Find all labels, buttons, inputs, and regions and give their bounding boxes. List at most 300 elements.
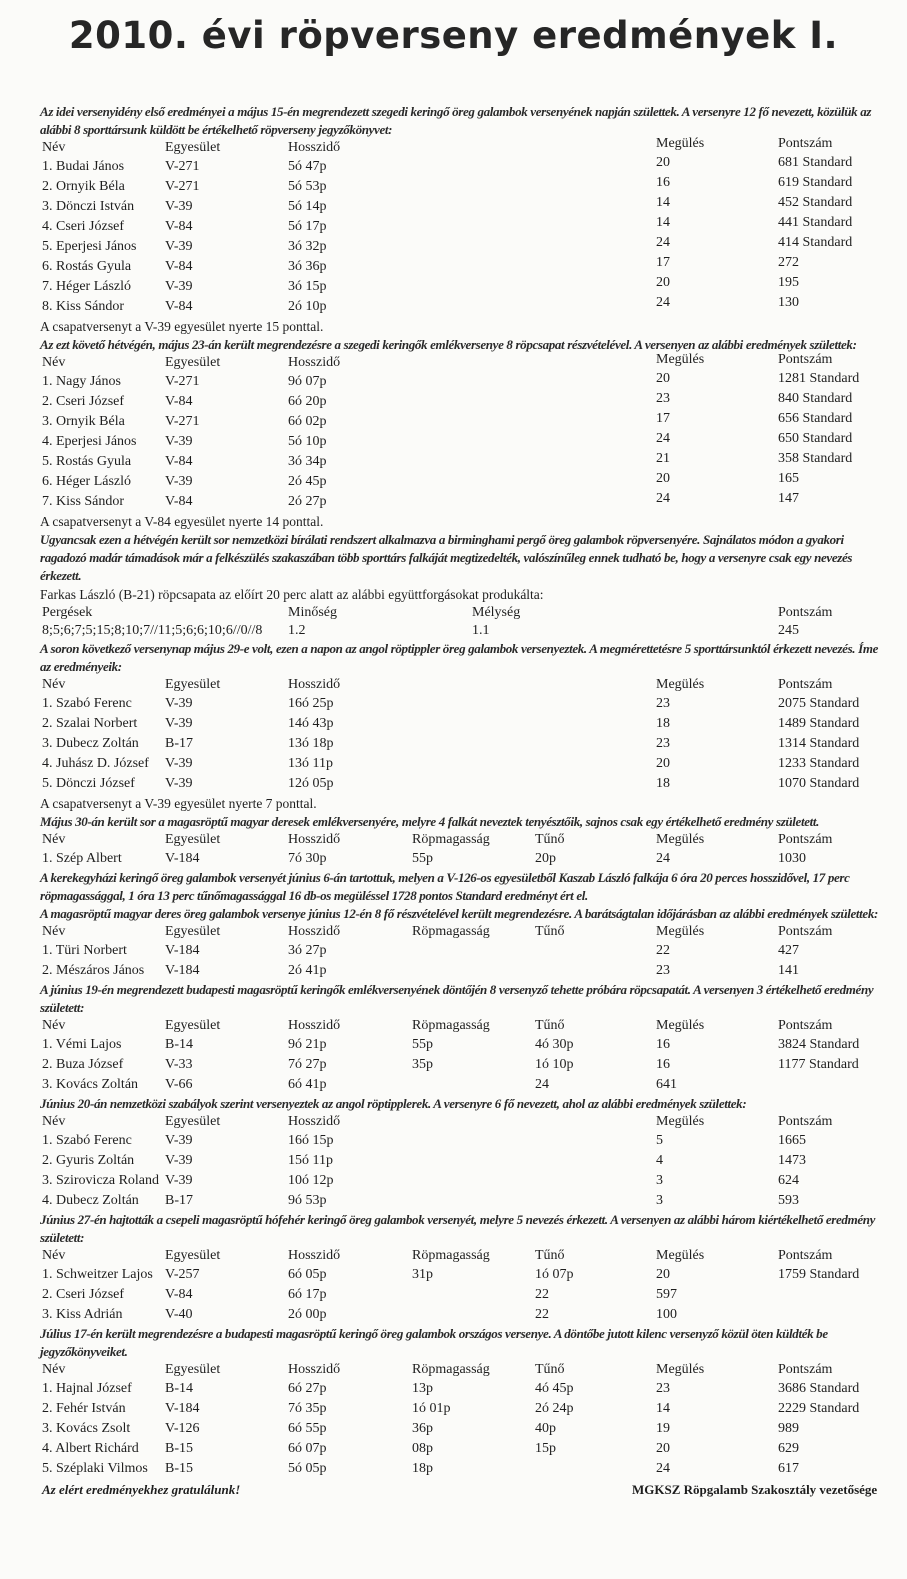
table-header-row [40,1017,880,1035]
col-club-header: Egyesület [165,1248,221,1263]
col-name-header: Név [42,140,66,155]
score: 195 [778,275,799,290]
flight-duration: 15ó 11p [288,1153,333,1168]
flight-duration: 7ó 35p [288,1401,327,1416]
score: 1233 Standard [778,756,860,771]
score: 624 [778,1173,799,1188]
table-row [40,472,880,492]
landing-count: 20 [656,1441,670,1456]
section-intro: Június 27-én hajtották a csepeli magasröptű hófehér keringő öreg galambok versenyét, melyre 5 nevezés érkezett. A versenyen az alábbi három kiértékelhető eredmény született: [40,1212,876,1245]
competitor-name: 1. Türi Norbert [42,943,127,958]
table-row [40,941,880,961]
result-section [40,869,880,905]
flight-duration: 7ó 30p [288,851,327,866]
flight-duration: 3ó 34p [288,454,327,469]
results-content [40,103,880,1501]
col-landing-header: Megülés [656,1248,705,1263]
flight-duration: 16ó 25p [288,696,334,711]
flight-duration: 6ó 27p [288,1381,327,1396]
competitor-name: 3. Kiss Adrián [42,1307,123,1322]
flight-duration: 3ó 27p [288,943,327,958]
col-landing-header: Megülés [656,1362,705,1377]
col-altitude-header: Röpmagasság [412,1248,490,1263]
col-vanish-header: Tűnő [535,1248,565,1263]
club-code: V-39 [165,716,193,731]
score: 1759 Standard [778,1267,860,1282]
col-club-header: Egyesület [165,1362,221,1377]
flight-duration: 6ó 20p [288,394,327,409]
table-row [40,297,880,317]
col-vanish-header: Tűnő [535,924,565,939]
col-club-header: Egyesület [165,1018,221,1033]
club-code: V-39 [165,279,193,294]
competitor-name: 4. Juhász D. József [42,756,149,771]
team-result-note: A csapatversenyt a V-84 egyesület nyerte 14 ponttal. [40,514,324,529]
score: 2075 Standard [778,696,860,711]
club-code: V-184 [165,943,200,958]
landing-count: 597 [656,1287,677,1302]
flight-duration: 6ó 55p [288,1421,327,1436]
competitor-name: 6. Héger László [42,474,132,489]
competitor-name: 2. Ornyik Béla [42,179,125,194]
flight-duration: 2ó 45p [288,474,327,489]
table-row [40,372,880,392]
competitor-name: 3. Szirovicza Roland [42,1173,160,1188]
club-code: V-184 [165,963,200,978]
flight-duration: 9ó 21p [288,1037,327,1052]
club-code: V-39 [165,1153,193,1168]
score: 141 [778,963,799,978]
table-row [40,1305,880,1325]
col-duration-header: Hosszidő [288,677,341,692]
flight-altitude: 55p [412,851,433,866]
landing-count: 14 [656,215,670,230]
congratulations-text: Az elért eredményekhez gratulálunk! [42,1482,241,1497]
competitor-name: 1. Vémi Lajos [42,1037,122,1052]
landing-count: 4 [656,1153,663,1168]
table-row [40,1131,880,1151]
club-code: B-15 [165,1441,193,1456]
result-section [40,1095,880,1211]
club-code: V-84 [165,394,193,409]
vanish-time: 40p [535,1421,556,1436]
col-club-header: Egyesület [165,832,221,847]
score: 629 [778,1441,799,1456]
col-duration-header: Hosszidő [288,1018,341,1033]
table-header-row [40,676,880,694]
score: 165 [778,471,799,486]
competitor-name: 5. Eperjesi János [42,239,137,254]
col-landing-header: Megülés [656,832,705,847]
club-code: V-39 [165,1173,193,1188]
competitor-name: 1. Szabó Ferenc [42,696,132,711]
club-code: V-39 [165,239,193,254]
club-code: V-39 [165,696,193,711]
page-footer [40,1479,880,1501]
table-row [40,961,880,981]
table-row [40,432,880,452]
result-section [40,813,880,869]
competitor-name: 1. Szép Albert [42,851,122,866]
result-section [40,981,880,1095]
flight-duration: 5ó 14p [288,199,327,214]
competitor-name: 1. Hajnal József [42,1381,132,1396]
section-intro: Az idei versenyidény első eredményei a május 15-én megrendezett szegedi keringő öreg galambok versenyének napján születtek. A versenyre 12 fő nevezett, közülük az alábbi 8 sporttársunk küldött be értékelhető röpverseny jegyzőkönyvet: [40,104,872,137]
table-row [40,714,880,734]
flight-duration: 2ó 27p [288,494,327,509]
table-row [40,734,880,754]
competitor-name: 2. Mészáros János [42,963,145,978]
landing-count: 16 [656,175,670,190]
flight-duration: 3ó 15p [288,279,327,294]
landing-count: 5 [656,1133,663,1148]
table-row [40,694,880,714]
score-header: Pontszám [778,605,833,620]
col-landing-header: Megülés [656,136,705,151]
signature-text: MGKSZ Röpgalamb Szakosztály vezetősége [632,1482,878,1497]
flight-duration: 6ó 41p [288,1077,327,1092]
flight-altitude: 35p [412,1057,433,1072]
club-code: V-39 [165,1133,193,1148]
flight-duration: 6ó 02p [288,414,327,429]
col-duration-header: Hosszidő [288,1248,341,1263]
section-intro: A magasröptű magyar deres öreg galambok versenye június 12-én 8 fő részvételével került megrendezésre. A barátságtalan időjárásban az alábbi eredmények születtek: [40,906,878,921]
club-code: B-17 [165,736,193,751]
flight-altitude: 55p [412,1037,433,1052]
landing-count: 16 [656,1057,670,1072]
col-name-header: Név [42,355,66,370]
landing-count: 23 [656,696,670,711]
score: 656 Standard [778,411,853,426]
flight-duration: 9ó 07p [288,374,327,389]
landing-count: 23 [656,1381,670,1396]
col-landing-header: Megülés [656,924,705,939]
flight-altitude: 08p [412,1441,433,1456]
pergesek-header: Pergések [42,605,93,620]
col-duration-header: Hosszidő [288,140,341,155]
col-landing-header: Megülés [656,1114,705,1129]
landing-count: 14 [656,195,670,210]
result-section [40,905,880,981]
club-code: V-84 [165,259,193,274]
score: 3824 Standard [778,1037,860,1052]
landing-count: 23 [656,391,670,406]
landing-count: 14 [656,1401,670,1416]
col-duration-header: Hosszidő [288,924,341,939]
table-row [40,157,880,177]
col-club-header: Egyesület [165,1114,221,1129]
score: 427 [778,943,799,958]
result-section [40,1325,880,1479]
col-landing-header: Megülés [656,352,705,367]
col-score-header: Pontszám [778,1248,833,1263]
col-score-header: Pontszám [778,677,833,692]
flight-altitude: 36p [412,1421,433,1436]
table-row [40,1399,880,1419]
flight-duration: 9ó 53p [288,1193,327,1208]
col-altitude-header: Röpmagasság [412,1018,490,1033]
col-vanish-header: Tűnő [535,1018,565,1033]
landing-count: 23 [656,963,670,978]
club-code: V-39 [165,756,193,771]
col-altitude-header: Röpmagasság [412,1362,490,1377]
competitor-name: 3. Kovács Zoltán [42,1077,139,1092]
score: 1314 Standard [778,736,860,751]
flight-duration: 16ó 15p [288,1133,334,1148]
landing-count: 641 [656,1077,677,1092]
col-duration-header: Hosszidő [288,1362,341,1377]
vanish-time: 4ó 30p [535,1037,574,1052]
competitor-name: 3. Kovács Zsolt [42,1421,131,1436]
birmingham-value-row [40,622,880,640]
landing-count: 20 [656,371,670,386]
score: 619 Standard [778,175,853,190]
table-row [40,412,880,432]
section-intro: Ugyancsak ezen a hétvégén került sor nemzetközi bírálati rendszert alkalmazva a birminghami pergő öreg galambok röpversenyére. Sajnálatos módon a gyakori ragadozó madár támadások már a felkészülés szakaszában több sporttárs falkáját megtizedelték, valószínűleg ennek tudható be, hogy a versenyre csak egy nevezés érkezett. [40,532,853,583]
pergesek-values: 8;5;6;7;5;15;8;10;7//11;5;6;6;10;6//0//8 [42,623,263,638]
vanish-time: 22 [535,1287,549,1302]
section-intro: A június 19-én megrendezett budapesti magasröptű keringők emlékversenyének döntőjén 8 versenyző tehette próbára röpcsapatát. A versenyen 3 értékelhető eredmény született: [40,982,874,1015]
table-row [40,1419,880,1439]
club-code: V-39 [165,434,193,449]
flight-duration: 13ó 18p [288,736,334,751]
depth-header: Mélység [472,605,521,620]
score: 414 Standard [778,235,853,250]
score: 1070 Standard [778,776,860,791]
vanish-time: 24 [535,1077,549,1092]
col-duration-header: Hosszidő [288,1114,341,1129]
club-code: V-84 [165,219,193,234]
flight-duration: 3ó 32p [288,239,327,254]
competitor-name: 5. Rostás Gyula [42,454,132,469]
landing-count: 23 [656,736,670,751]
club-code: B-17 [165,1193,193,1208]
competitor-name: 2. Szalai Norbert [42,716,138,731]
club-code: B-14 [165,1037,193,1052]
table-row [40,774,880,794]
competitor-name: 7. Kiss Sándor [42,494,125,509]
flight-duration: 14ó 43p [288,716,334,731]
col-club-header: Egyesület [165,140,221,155]
score: 130 [778,295,799,310]
score: 1489 Standard [778,716,860,731]
vanish-time: 1ó 07p [535,1267,574,1282]
landing-count: 24 [656,431,670,446]
table-row [40,754,880,774]
score: 1030 [778,851,806,866]
birmingham-line: Farkas László (B-21) röpcsapata az előírt 20 perc alatt az alábbi együttforgásokat produkálta: [40,587,544,602]
club-code: B-14 [165,1381,193,1396]
col-duration-header: Hosszidő [288,832,341,847]
flight-duration: 5ó 17p [288,219,327,234]
col-score-header: Pontszám [778,1018,833,1033]
birmingham-section [40,531,880,640]
flight-altitude: 1ó 01p [412,1401,451,1416]
col-score-header: Pontszám [778,832,833,847]
col-altitude-header: Röpmagasság [412,832,490,847]
page-title: 2010. évi röpverseny eredmények I. [68,14,839,57]
result-section [40,640,880,813]
col-score-header: Pontszám [778,924,833,939]
score: 272 [778,255,799,270]
col-duration-header: Hosszidő [288,355,341,370]
result-section [40,336,880,531]
col-club-header: Egyesület [165,355,221,370]
competitor-name: 4. Albert Richárd [42,1441,139,1456]
col-landing-header: Megülés [656,1018,705,1033]
col-score-header: Pontszám [778,1114,833,1129]
quality-value: 1.2 [288,623,306,638]
score: 681 Standard [778,155,853,170]
competitor-name: 5. Széplaki Vilmos [42,1461,148,1476]
col-name-header: Név [42,924,66,939]
landing-count: 100 [656,1307,677,1322]
table-row [40,392,880,412]
table-row [40,1439,880,1459]
club-code: V-257 [165,1267,200,1282]
flight-duration: 7ó 27p [288,1057,327,1072]
flight-altitude: 18p [412,1461,433,1476]
vanish-time: 2ó 24p [535,1401,574,1416]
flight-duration: 2ó 00p [288,1307,327,1322]
flight-duration: 3ó 36p [288,259,327,274]
vanish-time: 15p [535,1441,556,1456]
club-code: V-39 [165,199,193,214]
flight-duration: 5ó 53p [288,179,327,194]
result-section [40,1211,880,1325]
score: 1281 Standard [778,371,860,386]
table-row [40,1459,880,1479]
col-landing-header: Megülés [656,677,705,692]
club-code: V-126 [165,1421,200,1436]
landing-count: 3 [656,1193,663,1208]
flight-altitude: 31p [412,1267,433,1282]
section-intro: A kerekegyházi keringő öreg galambok versenyét június 6-án tartottuk, melyen a V-126-os egyesületből Kaszab László falkája 6 óra 20 perces hosszidővel, 17 perc röpmagassággal, 1 óra 13 perc tűnőmagassággal 16 db-os megüléssel 1728 pontos Standard eredményt ért el. [40,870,850,903]
competitor-name: 2. Cseri József [42,394,125,409]
club-code: V-271 [165,414,200,429]
competitor-name: 2. Buza József [42,1057,124,1072]
club-code: V-39 [165,776,193,791]
section-intro: A soron következő versenynap május 29-e volt, ezen a napon az angol röptippler öreg galambok versenyeztek. A megmérettetésre 5 sporttársunktól érkezett nevezés. Íme az eredményeik: [40,641,878,674]
landing-count: 20 [656,1267,670,1282]
col-name-header: Név [42,1018,66,1033]
col-club-header: Egyesület [165,924,221,939]
landing-count: 24 [656,295,670,310]
score: 1665 [778,1133,806,1148]
col-score-header: Pontszám [778,352,833,367]
competitor-name: 8. Kiss Sándor [42,299,125,314]
landing-count: 24 [656,1461,670,1476]
table-row [40,1171,880,1191]
club-code: V-184 [165,851,200,866]
table-row [40,1191,880,1211]
table-row [40,197,880,217]
landing-count: 17 [656,411,670,426]
landing-count: 20 [656,155,670,170]
score: 1177 Standard [778,1057,859,1072]
vanish-time: 20p [535,851,556,866]
club-code: V-184 [165,1401,200,1416]
col-name-header: Név [42,832,66,847]
landing-count: 17 [656,255,670,270]
section-intro: Június 20-án nemzetközi szabályok szerint versenyeztek az angol röptipplerek. A versenyre 6 fő nevezett, ahol az alábbi eredmények születtek: [40,1096,747,1111]
club-code: V-40 [165,1307,193,1322]
competitor-name: 3. Dubecz Zoltán [42,736,139,751]
table-row [40,217,880,237]
table-row [40,1055,880,1075]
flight-duration: 5ó 47p [288,159,327,174]
flight-duration: 6ó 17p [288,1287,327,1302]
score: 2229 Standard [778,1401,860,1416]
competitor-name: 2. Gyuris Zoltán [42,1153,135,1168]
team-result-note: A csapatversenyt a V-39 egyesület nyerte 15 ponttal. [40,319,324,334]
score: 358 Standard [778,451,853,466]
score: 989 [778,1421,799,1436]
score-value: 245 [778,623,799,638]
table-row [40,492,880,512]
landing-count: 24 [656,235,670,250]
landing-count: 21 [656,451,670,466]
col-name-header: Név [42,1114,66,1129]
vanish-time: 4ó 45p [535,1381,574,1396]
competitor-name: 4. Dubecz Zoltán [42,1193,139,1208]
competitor-name: 2. Fehér István [42,1401,126,1416]
score: 650 Standard [778,431,853,446]
table-header-row [40,831,880,849]
competitor-name: 3. Ornyik Béla [42,414,125,429]
flight-duration: 6ó 07p [288,1441,327,1456]
competitor-name: 1. Budai János [42,159,125,174]
col-score-header: Pontszám [778,1362,833,1377]
table-header-row [40,1113,880,1131]
competitor-name: 2. Cseri József [42,1287,125,1302]
club-code: V-271 [165,374,200,389]
competitor-name: 1. Nagy János [42,374,121,389]
score: 593 [778,1193,799,1208]
table-row [40,1285,880,1305]
col-vanish-header: Tűnő [535,832,565,847]
score: 3686 Standard [778,1381,860,1396]
competitor-name: 4. Cseri József [42,219,125,234]
flight-duration: 12ó 05p [288,776,334,791]
score: 840 Standard [778,391,853,406]
club-code: V-271 [165,179,200,194]
section-intro: Május 30-án került sor a magasröptű magyar deresek emlékversenyére, melyre 4 falkát neveztek tenyésztőik, sajnos csak egy értékelhető eredmény született. [40,814,820,829]
col-club-header: Egyesület [165,677,221,692]
competitor-name: 4. Eperjesi János [42,434,137,449]
club-code: V-271 [165,159,200,174]
flight-altitude: 13p [412,1381,433,1396]
flight-duration: 6ó 05p [288,1267,327,1282]
club-code: V-84 [165,454,193,469]
team-result-note: A csapatversenyt a V-39 egyesület nyerte 7 ponttal. [40,796,317,811]
table-header-row [40,1247,880,1265]
section-intro: Július 17-én került megrendezésre a budapesti magasröptű keringő öreg galambok országos versenye. A döntőbe jutott kilenc versenyző közül öten küldték be jegyzőkönyveiket. [40,1326,828,1359]
flight-duration: 2ó 10p [288,299,327,314]
result-section [40,103,880,336]
competitor-name: 1. Schweitzer Lajos [42,1267,153,1282]
landing-count: 18 [656,716,670,731]
club-code: V-66 [165,1077,193,1092]
landing-count: 24 [656,851,670,866]
landing-count: 20 [656,471,670,486]
score: 441 Standard [778,215,853,230]
table-header-row [40,1361,880,1379]
score: 147 [778,491,799,506]
vanish-time: 1ó 10p [535,1057,574,1072]
landing-count: 16 [656,1037,670,1052]
landing-count: 20 [656,756,670,771]
